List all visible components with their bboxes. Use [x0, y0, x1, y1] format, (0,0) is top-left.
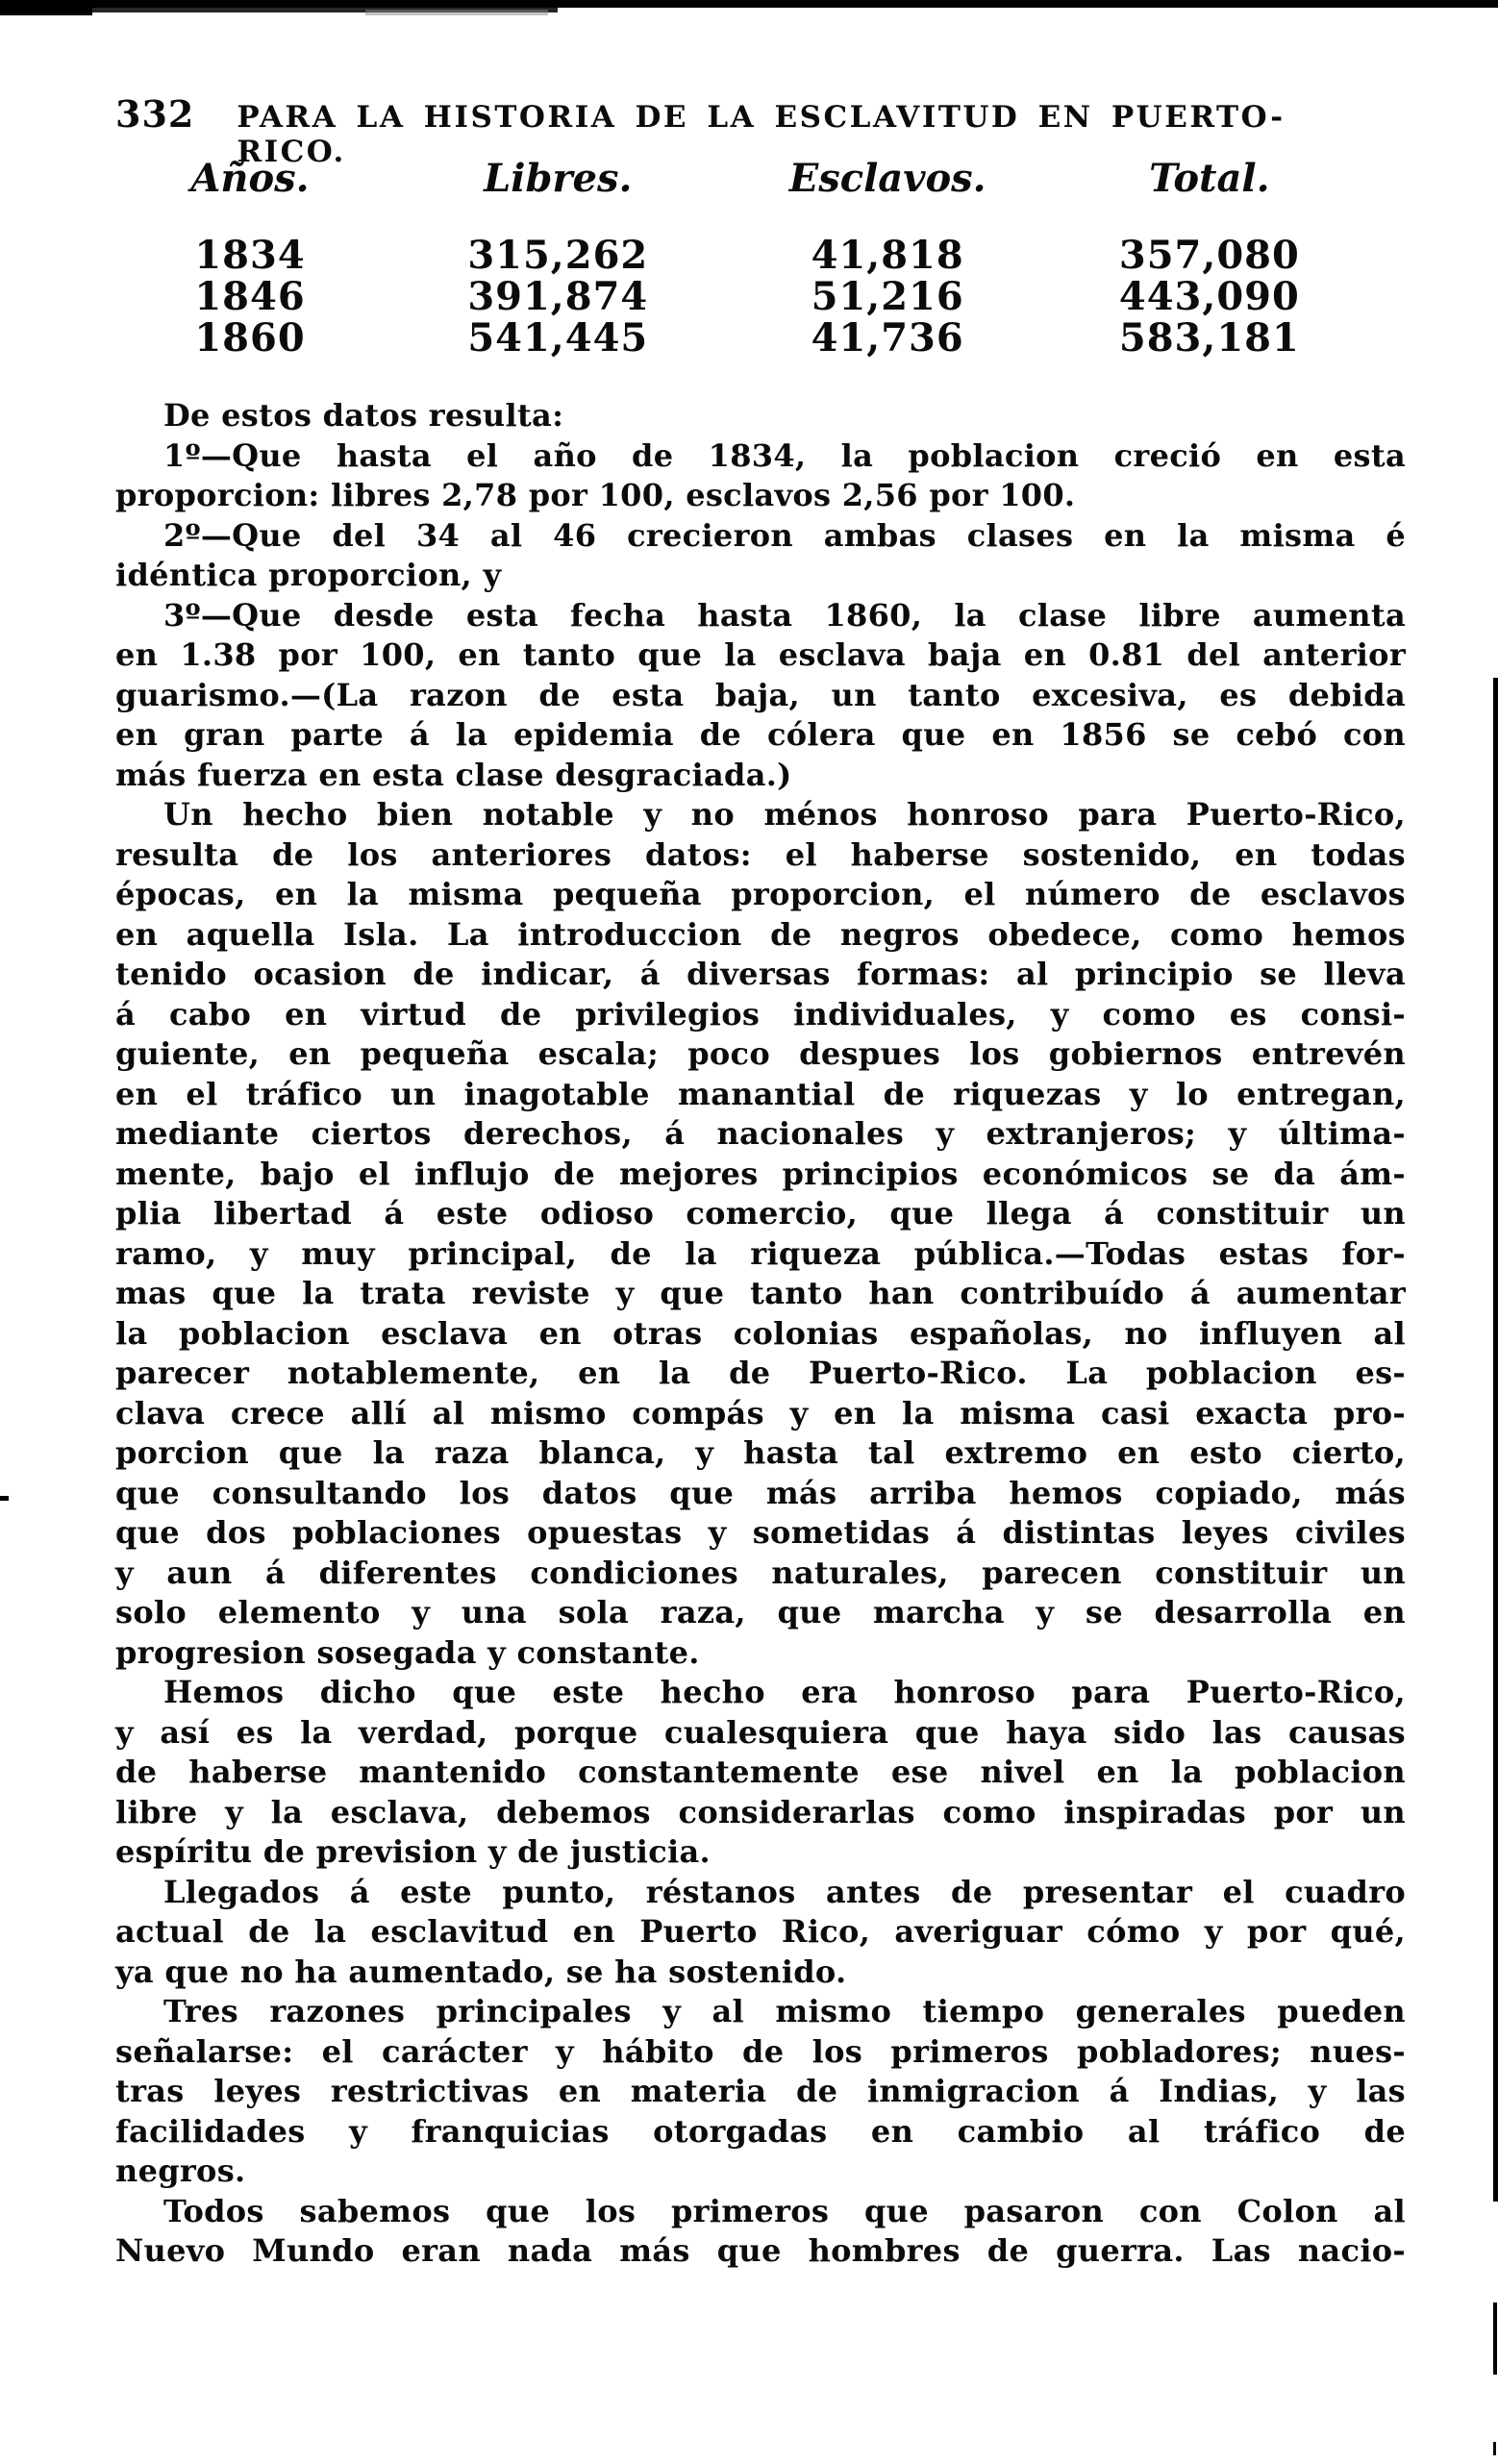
text-line: guiente, en pequeña escala; poco despues los gobiernos entrevén — [115, 1035, 1406, 1072]
paragraph — [115, 2192, 1406, 2272]
table-cell: 1860 — [194, 315, 306, 361]
text-line: en el tráfico un inagotable manantial de riquezas y lo entregan, — [115, 1075, 1406, 1112]
text-line: mediante ciertos derechos, á nacionales y extranjeros; y última- — [115, 1115, 1406, 1152]
table-cell: 391,874 — [467, 274, 649, 319]
text-line: facilidades y franquicias otorgadas en cambio al tráfico de — [115, 2112, 1406, 2150]
text-line: espíritu de prevision y de justicia. — [115, 1833, 711, 1870]
column-header: Libres. — [484, 156, 633, 201]
paragraph — [115, 795, 1406, 1673]
paragraph — [115, 1992, 1406, 2192]
text-line: mas que la trata reviste y que tanto han contribuído á aumentar — [115, 1275, 1406, 1311]
text-line: tenido ocasion de indicar, á diversas formas: al principio se lleva — [115, 956, 1406, 992]
column-header: Total. — [1149, 156, 1270, 201]
text-line: tras leyes restrictivas en materia de inmigracion á Indias, y las — [115, 2073, 1406, 2109]
text-line: guarismo.—(La razon de esta baja, un tanto excesiva, es debida — [115, 676, 1406, 713]
table-cell: 315,262 — [467, 233, 649, 278]
text-line: Nuevo Mundo eran nada más que hombres de guerra. Las nacio- — [115, 2232, 1406, 2269]
table-header-row — [106, 158, 1365, 200]
scan-artifact-right-edge — [1493, 678, 1498, 2202]
table-row — [106, 317, 1365, 359]
population-table — [106, 158, 1365, 359]
paragraph — [115, 1873, 1406, 1993]
text-line: libre y la esclava, debemos considerarlas como inspiradas por un — [115, 1793, 1406, 1830]
table-cell: 51,216 — [811, 274, 964, 319]
text-line: á cabo en virtud de privilegios individuales, y como es consi- — [115, 995, 1406, 1033]
page-number: 332 — [115, 92, 195, 136]
text-line: clava crece allí al mismo compás y en la misma casi exacta pro- — [115, 1394, 1406, 1431]
paragraph — [115, 436, 1406, 516]
text-line: en 1.38 por 100, en tanto que la esclava baja en 0.81 del anterior — [115, 636, 1406, 673]
text-line: más fuerza en esta clase desgraciada.) — [115, 756, 792, 793]
text-line: Hemos dicho que este hecho era honroso para Puerto-Rico, — [163, 1674, 1406, 1710]
text-line: Un hecho bien notable y no ménos honroso para Puerto-Rico, — [163, 796, 1406, 833]
table-row — [106, 235, 1365, 276]
text-line: ramo, y muy principal, de la riqueza pública.—Todas estas for- — [115, 1234, 1406, 1272]
text-line: y así es la verdad, porque cualesquiera que haya sido las causas — [115, 1713, 1406, 1751]
text-line: épocas, en la misma pequeña proporcion, el número de esclavos — [115, 876, 1406, 912]
column-header: Esclavos. — [788, 156, 986, 201]
running-title: PARA LA HISTORIA DE LA ESCLAVITUD EN PUERTO-RICO. — [237, 100, 1286, 169]
text-line: 2º—Que del 34 al 46 crecieron ambas clases en la misma é — [163, 516, 1406, 554]
table-body — [106, 235, 1365, 359]
scan-artifact-top-left — [0, 0, 92, 15]
text-line: en aquella Isla. La introduccion de negros obedece, como hemos — [115, 915, 1406, 953]
table-cell: 1834 — [194, 233, 306, 278]
text-line: de haberse mantenido constantemente ese nivel en la poblacion — [115, 1754, 1406, 1790]
scan-artifact-right-edge-2 — [1493, 2302, 1497, 2375]
text-line: y aun á diferentes condiciones naturales, parecen constituir un — [115, 1554, 1406, 1591]
text-line: resulta de los anteriores datos: el haberse sostenido, en todas — [115, 835, 1406, 873]
text-line: negros. — [115, 2153, 246, 2189]
text-line: ya que no ha aumentado, se ha sostenido. — [115, 1953, 847, 1990]
table-cell: 541,445 — [467, 315, 649, 361]
text-line: que dos poblaciones opuestas y sometidas á distintas leyes civiles — [115, 1514, 1406, 1551]
text-line: plia libertad á este odioso comercio, que llega á constituir un — [115, 1195, 1406, 1232]
table-cell: 443,090 — [1118, 274, 1300, 319]
table-cell: 357,080 — [1118, 233, 1300, 278]
table-cell: 41,818 — [811, 233, 964, 278]
text-line: Todos sabemos que los primeros que pasaron con Colon al — [163, 2192, 1406, 2229]
table-row — [106, 276, 1365, 317]
table-cell: 583,181 — [1118, 315, 1300, 361]
text-line: 3º—Que desde esta fecha hasta 1860, la clase libre aumenta — [163, 596, 1406, 634]
text-line: señalarse: el carácter y hábito de los primeros pobladores; nues- — [115, 2032, 1406, 2070]
text-line: De estos datos resulta: — [163, 397, 564, 434]
text-line: solo elemento y una sola raza, que marcha y se desarrolla en — [115, 1594, 1406, 1630]
text-line: actual de la esclavitud en Puerto Rico, averiguar cómo y por qué, — [115, 1913, 1406, 1950]
column-header: Años. — [190, 156, 310, 201]
paragraph — [115, 396, 1406, 436]
text-line: progresion sosegada y constante. — [115, 1633, 700, 1671]
scan-artifact-smudge — [365, 10, 548, 15]
paragraph — [115, 596, 1406, 796]
paragraph — [115, 1673, 1406, 1873]
text-line: en gran parte á la epidemia de cólera que en 1856 se cebó con — [115, 716, 1406, 753]
text-line: la poblacion esclava en otras colonias españolas, no influyen al — [115, 1314, 1406, 1352]
paragraph — [115, 516, 1406, 596]
text-line: porcion que la raza blanca, y hasta tal extremo en esto cierto, — [115, 1434, 1406, 1471]
text-line: 1º—Que hasta el año de 1834, la poblacion creció en esta — [163, 436, 1406, 474]
body-text — [115, 396, 1406, 2272]
text-line: Llegados á este punto, réstanos antes de presentar el cuadro — [163, 1873, 1406, 1910]
text-line: idéntica proporcion, y — [115, 557, 502, 593]
text-line: proporcion: libres 2,78 por 100, esclavos 2,56 por 100. — [115, 477, 1076, 513]
scan-artifact-right-fleck — [1493, 2442, 1496, 2455]
scan-artifact-left-fleck — [0, 1496, 9, 1501]
text-line: mente, bajo el influjo de mejores principios económicos se da ám- — [115, 1155, 1406, 1192]
table-cell: 41,736 — [811, 315, 964, 361]
text-line: que consultando los datos que más arriba hemos copiado, más — [115, 1474, 1406, 1511]
text-line: Tres razones principales y al mismo tiempo generales pueden — [163, 1993, 1406, 2029]
text-line: parecer notablemente, en la de Puerto-Rico. La poblacion es- — [115, 1355, 1406, 1391]
table-cell: 1846 — [194, 274, 306, 319]
